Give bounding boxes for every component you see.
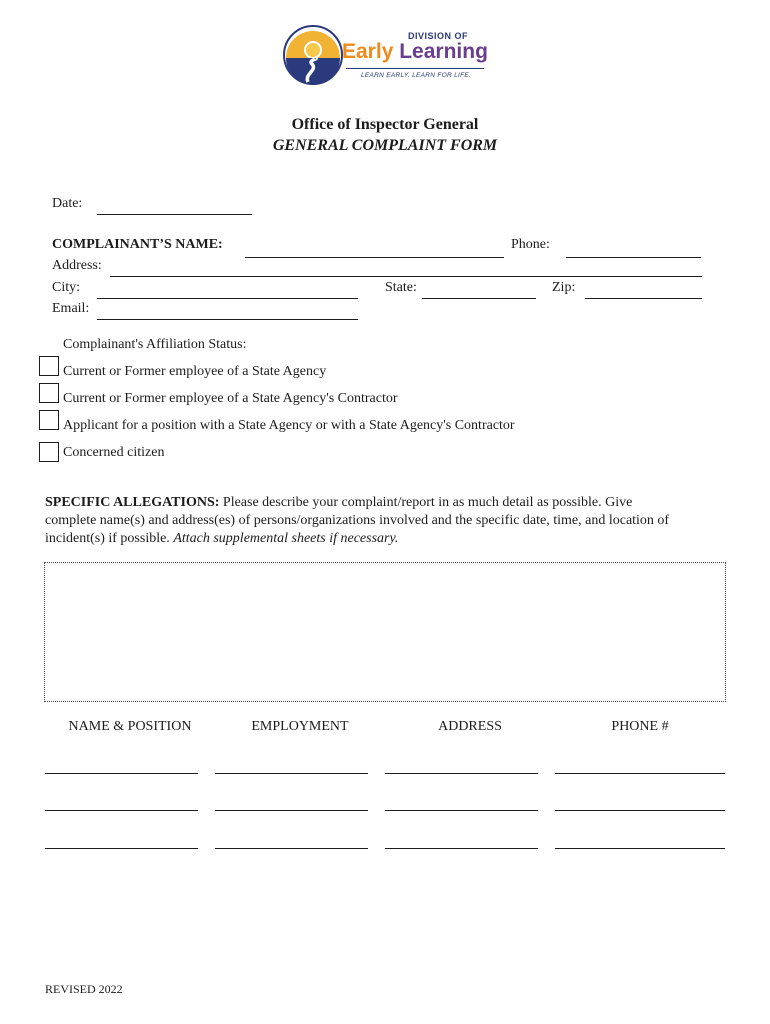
allegations-line-2: complete name(s) and address(es) of persons/organizations involved and the specific date, time, and location of [45, 513, 670, 528]
logo-early: Early [342, 40, 394, 63]
row1-name-position-field[interactable] [45, 773, 198, 774]
logo-learning: Learning [399, 40, 488, 63]
row1-address-field[interactable] [385, 773, 538, 774]
affiliation-option-2: Current or Former employee of a State Agency's Contractor [63, 391, 398, 406]
col-address: ADDRESS [438, 719, 502, 734]
office-title: Office of Inspector General [291, 116, 479, 133]
logo-early-learning [342, 40, 488, 64]
allegations-heading: SPECIFIC ALLEGATIONS: [45, 495, 220, 510]
allegations-line-1 [45, 494, 735, 512]
affiliation-checkbox-2[interactable] [39, 383, 59, 403]
col-phone: PHONE # [611, 719, 669, 734]
col-employment: EMPLOYMENT [251, 719, 349, 734]
allegations-note: Attach supplemental sheets if necessary. [173, 531, 399, 546]
row2-employment-field[interactable] [215, 810, 368, 811]
date-field[interactable] [97, 214, 252, 215]
logo-rule [346, 68, 484, 69]
logo-tagline: LEARN EARLY. LEARN FOR LIFE. [361, 72, 472, 79]
affiliation-checkbox-4[interactable] [39, 442, 59, 462]
row3-employment-field[interactable] [215, 848, 368, 849]
city-field[interactable] [97, 298, 358, 299]
affiliation-option-3: Applicant for a position with a State Agency or with a State Agency's Contractor [63, 418, 515, 433]
complainant-name-label: COMPLAINANT’S NAME: [52, 237, 223, 252]
allegations-textarea[interactable] [44, 562, 726, 702]
affiliation-title: Complainant's Affiliation Status: [63, 337, 247, 352]
city-label: City: [52, 280, 81, 295]
row2-phone-field[interactable] [555, 810, 725, 811]
address-label: Address: [52, 258, 102, 273]
complainant-name-field[interactable] [245, 257, 504, 258]
allegations-line-3 [45, 530, 735, 548]
form-title: GENERAL COMPLAINT FORM [272, 137, 498, 154]
logo [282, 22, 492, 88]
address-field[interactable] [110, 276, 702, 277]
row3-phone-field[interactable] [555, 848, 725, 849]
state-label: State: [385, 280, 417, 295]
row1-employment-field[interactable] [215, 773, 368, 774]
email-label: Email: [52, 301, 90, 316]
affiliation-checkbox-1[interactable] [39, 356, 59, 376]
logo-division-of: DIVISION OF [408, 31, 469, 41]
affiliation-option-1: Current or Former employee of a State Agency [63, 364, 327, 379]
zip-field[interactable] [585, 298, 702, 299]
allegations-paragraph [45, 494, 735, 548]
affiliation-checkbox-3[interactable] [39, 410, 59, 430]
revised-note: REVISED 2022 [45, 982, 123, 996]
col-name-position: NAME & POSITION [68, 719, 192, 734]
row1-phone-field[interactable] [555, 773, 725, 774]
row2-name-position-field[interactable] [45, 810, 198, 811]
logo-emblem-icon [282, 24, 344, 86]
row2-address-field[interactable] [385, 810, 538, 811]
zip-label: Zip: [552, 280, 576, 295]
allegations-text-3: incident(s) if possible. [45, 531, 170, 546]
row3-name-position-field[interactable] [45, 848, 198, 849]
email-field[interactable] [97, 319, 358, 320]
phone-label: Phone: [511, 237, 550, 252]
affiliation-option-4: Concerned citizen [63, 445, 165, 460]
allegations-text-1: Please describe your complaint/report in as much detail as possible. Give [222, 495, 633, 510]
row3-address-field[interactable] [385, 848, 538, 849]
date-label: Date: [52, 196, 83, 211]
phone-field[interactable] [566, 257, 701, 258]
state-field[interactable] [422, 298, 536, 299]
